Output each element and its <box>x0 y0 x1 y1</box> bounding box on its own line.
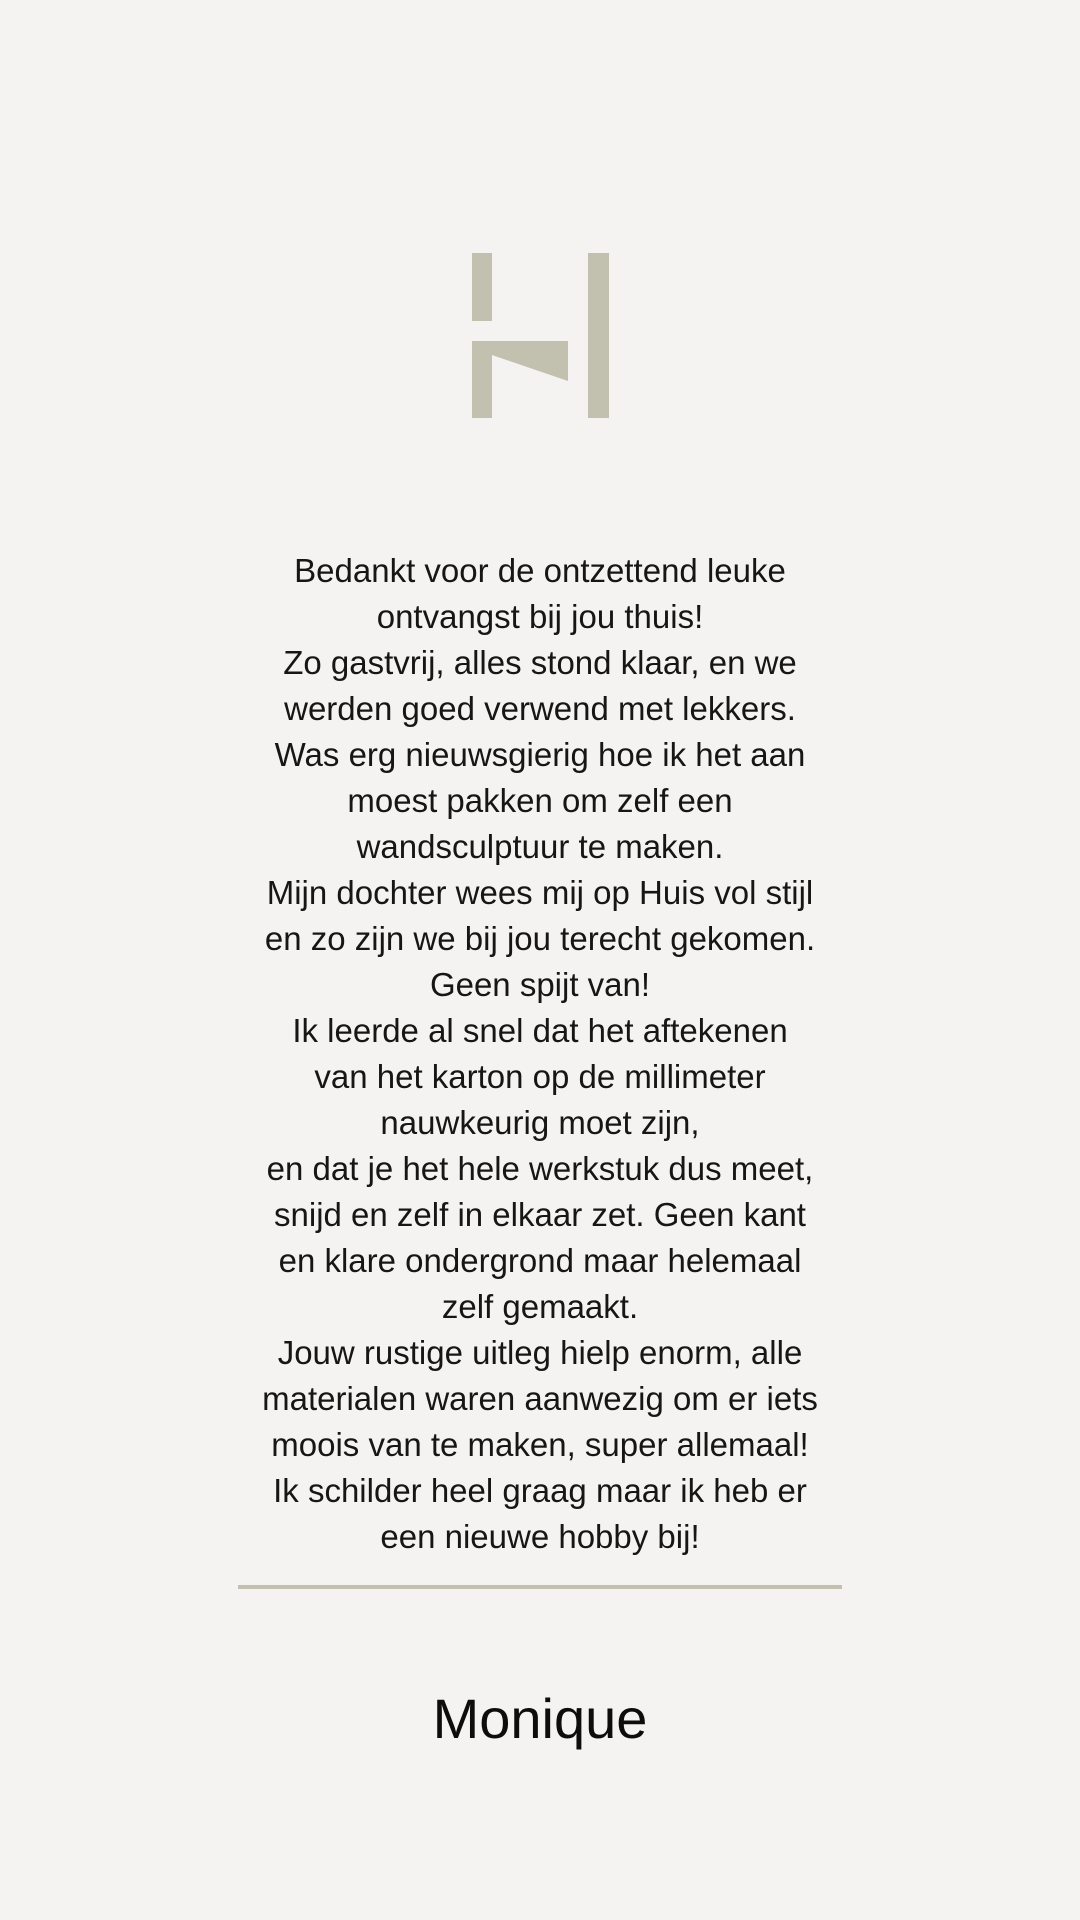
testimonial-line: van het karton op de millimeter <box>314 1058 766 1095</box>
testimonial-text <box>220 548 860 1560</box>
logo-left-bar-top <box>472 253 492 321</box>
testimonial-line: moest pakken om zelf een <box>347 782 733 819</box>
house-h-logo-icon <box>472 253 609 418</box>
testimonial-line: Geen spijt van! <box>429 966 651 1003</box>
logo-crossbar <box>492 341 568 381</box>
testimonial-line: nauwkeurig moet zijn, <box>380 1104 700 1141</box>
testimonial-line: werden goed verwend met lekkers. <box>284 690 796 727</box>
testimonial-line: Bedankt voor de ontzettend leuke <box>294 552 786 589</box>
testimonial-line: een nieuwe hobby bij! <box>380 1518 700 1555</box>
testimonial-line: moois van te maken, super allemaal! <box>271 1426 809 1463</box>
testimonial-line: zelf gemaakt. <box>441 1288 639 1325</box>
testimonial-author: Monique <box>432 1687 648 1750</box>
divider <box>238 1585 842 1589</box>
testimonial-line: Jouw rustige uitleg hielp enorm, alle <box>277 1334 803 1371</box>
testimonial-line: en zo zijn we bij jou terecht gekomen. <box>264 920 816 957</box>
testimonial-line: Zo gastvrij, alles stond klaar, en we <box>283 644 797 681</box>
testimonial-line: snijd en zelf in elkaar zet. Geen kant <box>274 1196 806 1233</box>
testimonial-line: wandsculptuur te maken. <box>356 828 724 865</box>
testimonial-line: ontvangst bij jou thuis! <box>376 598 704 635</box>
testimonial-line: en klare ondergrond maar helemaal <box>278 1242 802 1279</box>
testimonial-line: Was erg nieuwsgierig hoe ik het aan <box>274 736 806 773</box>
testimonial-line: Ik leerde al snel dat het aftekenen <box>292 1012 788 1049</box>
testimonial-line: en dat je het hele werkstuk dus meet, <box>266 1150 814 1187</box>
testimonial-line: Ik schilder heel graag maar ik heb er <box>273 1472 807 1509</box>
logo-left-bar-bottom <box>472 341 492 418</box>
testimonial-line: materialen waren aanwezig om er iets <box>262 1380 818 1417</box>
logo-right-bar <box>588 253 609 418</box>
testimonial-line: Mijn dochter wees mij op Huis vol stijl <box>266 874 814 911</box>
